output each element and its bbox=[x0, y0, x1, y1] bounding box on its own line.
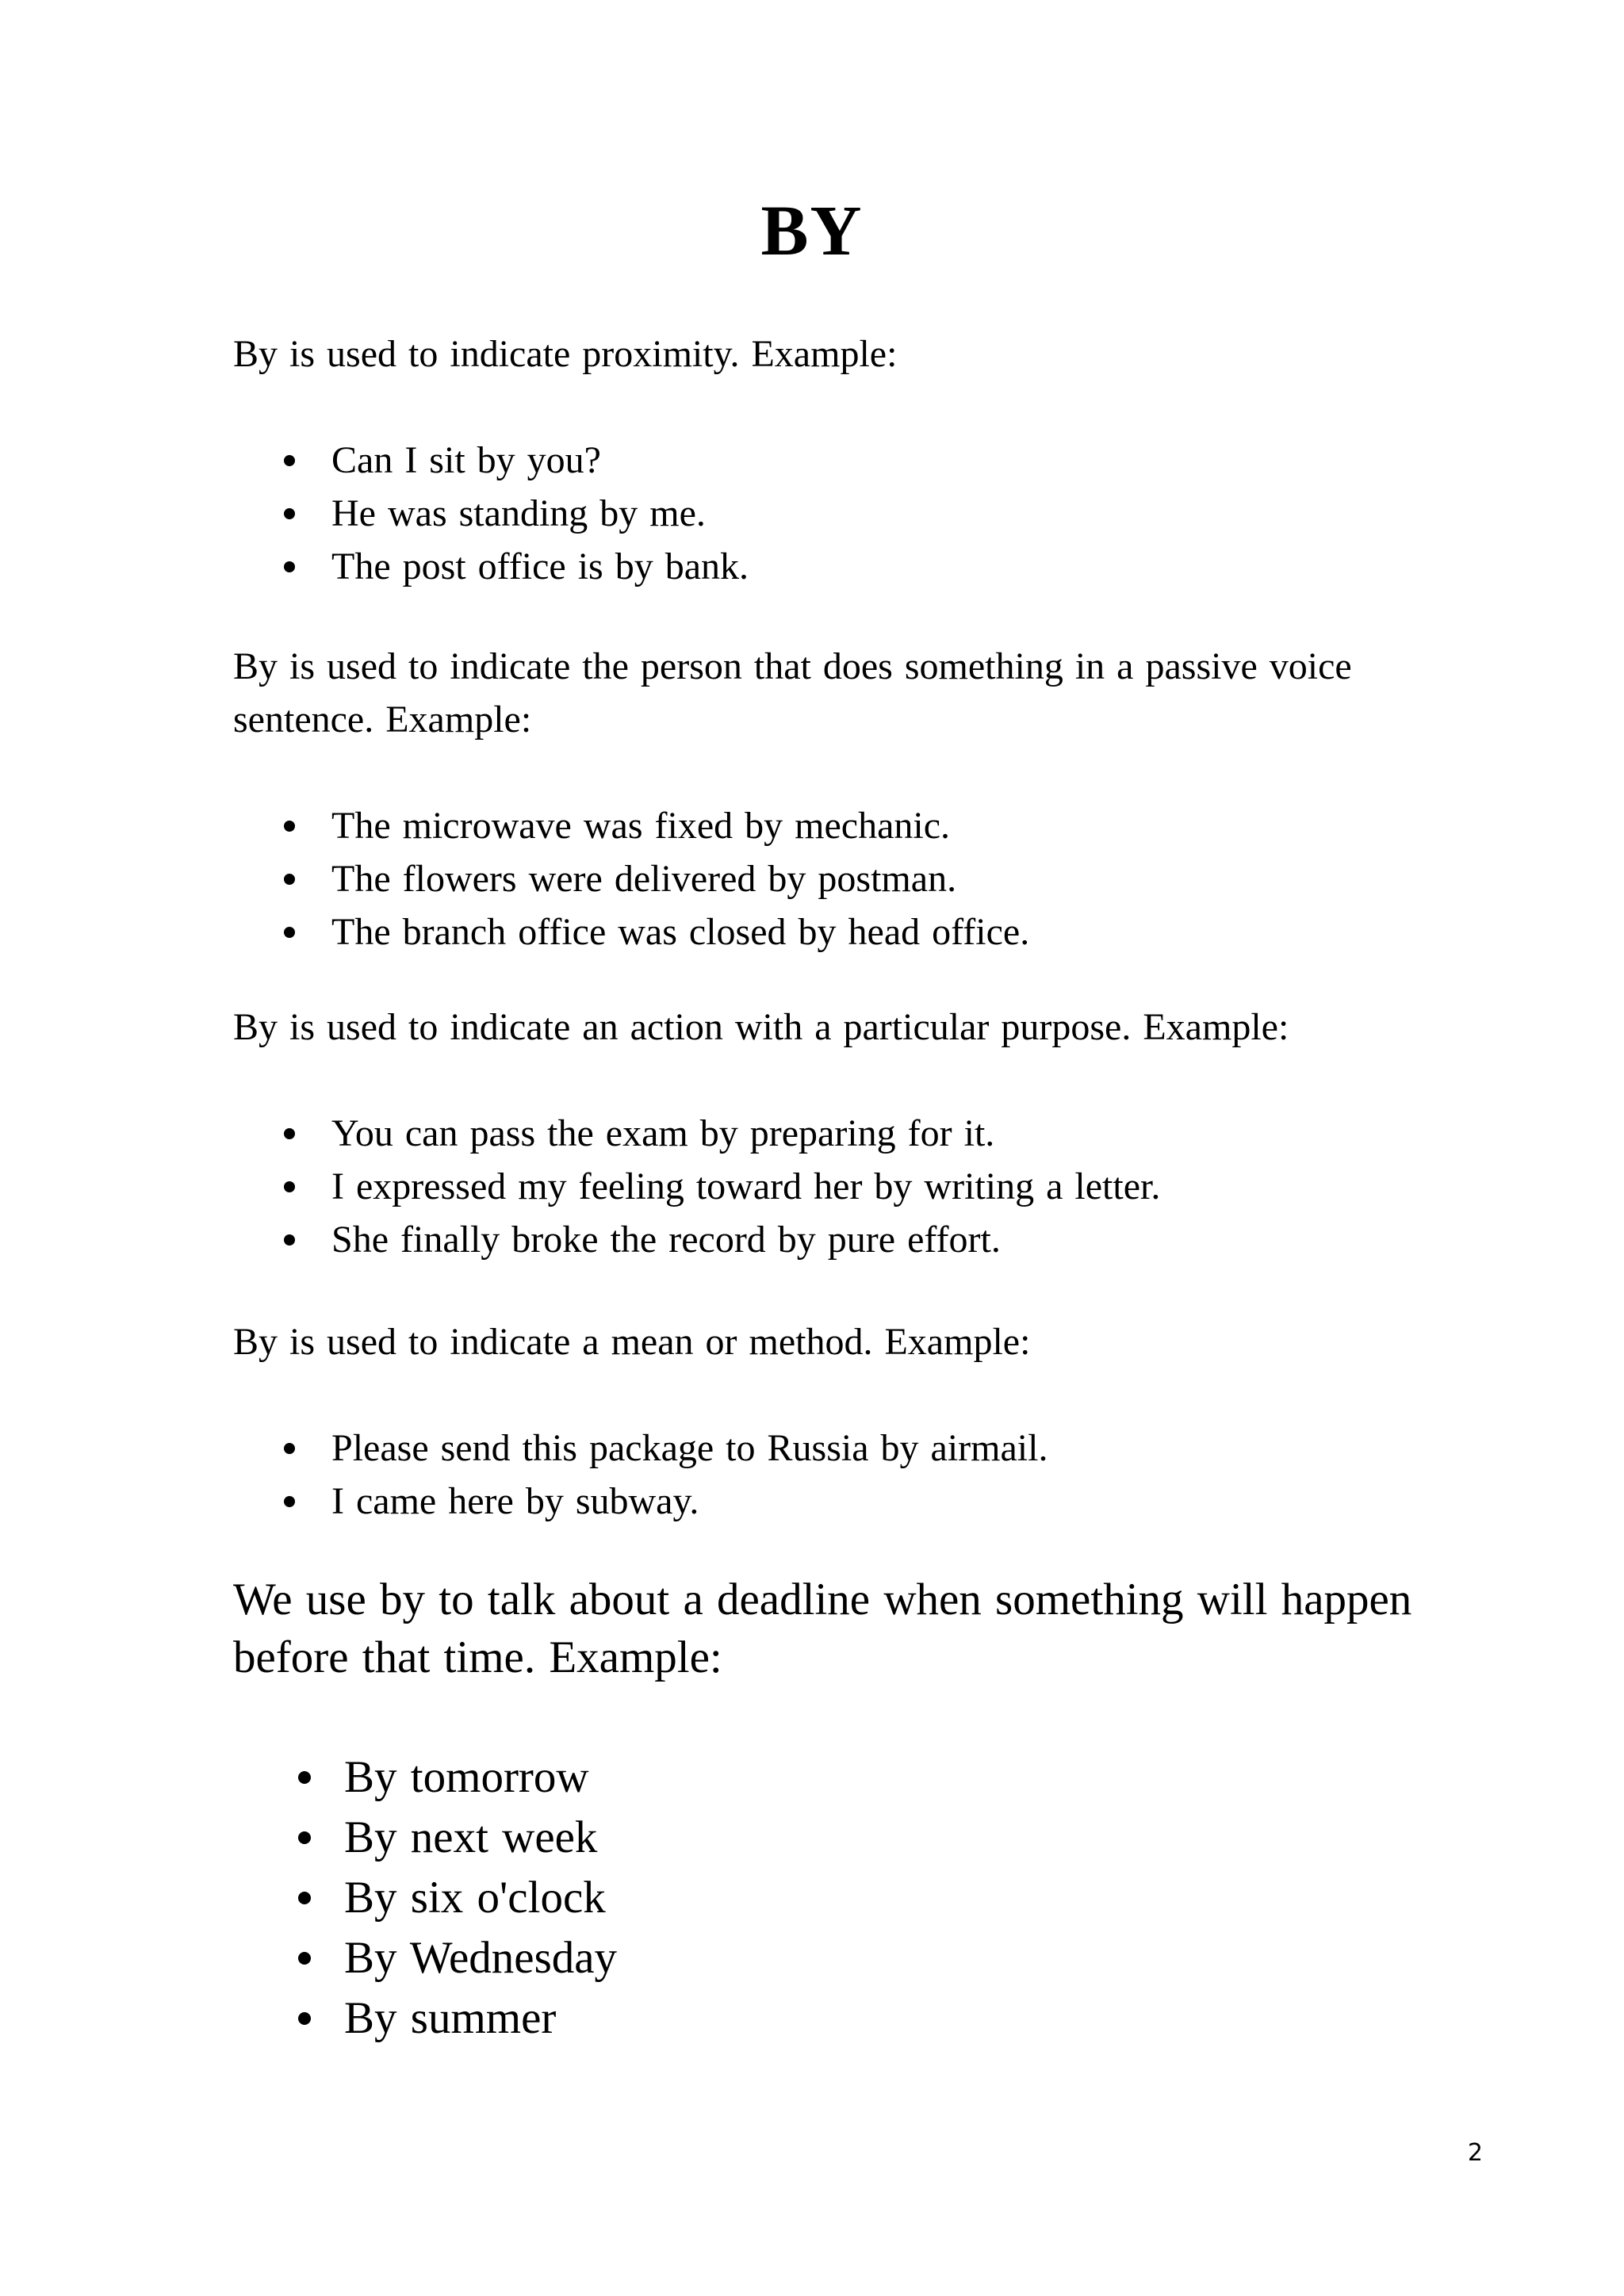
example-text: By summer bbox=[344, 1993, 557, 2043]
example-text: The flowers were delivered by postman. bbox=[331, 858, 957, 900]
bullet-icon bbox=[298, 2012, 311, 2025]
bullet-icon bbox=[284, 874, 295, 885]
example-text: The post office is by bank. bbox=[331, 545, 749, 587]
example-list bbox=[233, 434, 1438, 593]
example-item bbox=[233, 852, 1438, 905]
example-text: Can I sit by you? bbox=[331, 439, 601, 481]
page-title: BY bbox=[760, 192, 864, 270]
example-text: The microwave was fixed by mechanic. bbox=[331, 805, 951, 847]
example-item bbox=[233, 1422, 1438, 1475]
bullet-icon bbox=[284, 1181, 295, 1192]
section-intro: By is used to indicate proximity. Example: bbox=[233, 333, 898, 375]
section-intro: By is used to indicate a mean or method. Example: bbox=[233, 1321, 1031, 1363]
example-list bbox=[233, 799, 1438, 959]
bullet-icon bbox=[284, 455, 295, 466]
example-item bbox=[233, 1988, 1438, 2049]
example-list bbox=[233, 1747, 1438, 2049]
page-number: 2 bbox=[1467, 2139, 1483, 2167]
bullet-icon bbox=[284, 927, 295, 938]
bullet-icon bbox=[298, 1771, 311, 1784]
bullet-icon bbox=[284, 1496, 295, 1507]
example-item bbox=[233, 1808, 1438, 1868]
example-item bbox=[233, 1475, 1438, 1528]
example-text: The branch office was closed by head office. bbox=[331, 911, 1030, 953]
example-text: You can pass the exam by preparing for it. bbox=[331, 1112, 995, 1154]
example-text: By tomorrow bbox=[344, 1752, 589, 1802]
bullet-icon bbox=[284, 1443, 295, 1454]
example-item bbox=[233, 1160, 1438, 1213]
section-proximity bbox=[233, 327, 1438, 593]
section-intro: By is used to indicate the person that does something in a passive voice sentence. Example: bbox=[233, 645, 1352, 740]
example-list bbox=[233, 1107, 1438, 1266]
example-text: By Wednesday bbox=[344, 1933, 618, 1983]
example-item bbox=[233, 1107, 1438, 1160]
example-text: Please send this package to Russia by airmail. bbox=[331, 1427, 1048, 1469]
example-list bbox=[233, 1422, 1438, 1528]
section-purpose bbox=[233, 1001, 1438, 1266]
example-item bbox=[233, 540, 1438, 593]
bullet-icon bbox=[284, 821, 295, 832]
section-deadline bbox=[233, 1571, 1438, 2049]
example-item bbox=[233, 1928, 1438, 1988]
bullet-icon bbox=[284, 1234, 295, 1246]
section-intro: By is used to indicate an action with a particular purpose. Example: bbox=[233, 1006, 1289, 1048]
example-item bbox=[233, 1747, 1438, 1808]
bullet-icon bbox=[298, 1952, 311, 1965]
example-item bbox=[233, 905, 1438, 959]
example-text: She finally broke the record by pure effort. bbox=[331, 1219, 1001, 1261]
example-item bbox=[233, 487, 1438, 540]
example-item bbox=[233, 434, 1438, 487]
section-method bbox=[233, 1315, 1438, 1528]
bullet-icon bbox=[284, 508, 295, 519]
bullet-icon bbox=[284, 561, 295, 572]
example-text: By six o'clock bbox=[344, 1873, 606, 1923]
section-intro: We use by to talk about a deadline when something will happen before that time. Example: bbox=[233, 1575, 1412, 1682]
bullet-icon bbox=[298, 1892, 311, 1904]
section-passive-voice bbox=[233, 640, 1438, 959]
bullet-icon bbox=[298, 1831, 311, 1844]
example-text: I came here by subway. bbox=[331, 1480, 699, 1522]
example-item bbox=[233, 1213, 1438, 1266]
example-item bbox=[233, 799, 1438, 852]
example-item bbox=[233, 1868, 1438, 1928]
example-text: By next week bbox=[344, 1812, 598, 1862]
example-text: He was standing by me. bbox=[331, 492, 706, 534]
bullet-icon bbox=[284, 1128, 295, 1139]
example-text: I expressed my feeling toward her by writing a letter. bbox=[331, 1165, 1161, 1207]
